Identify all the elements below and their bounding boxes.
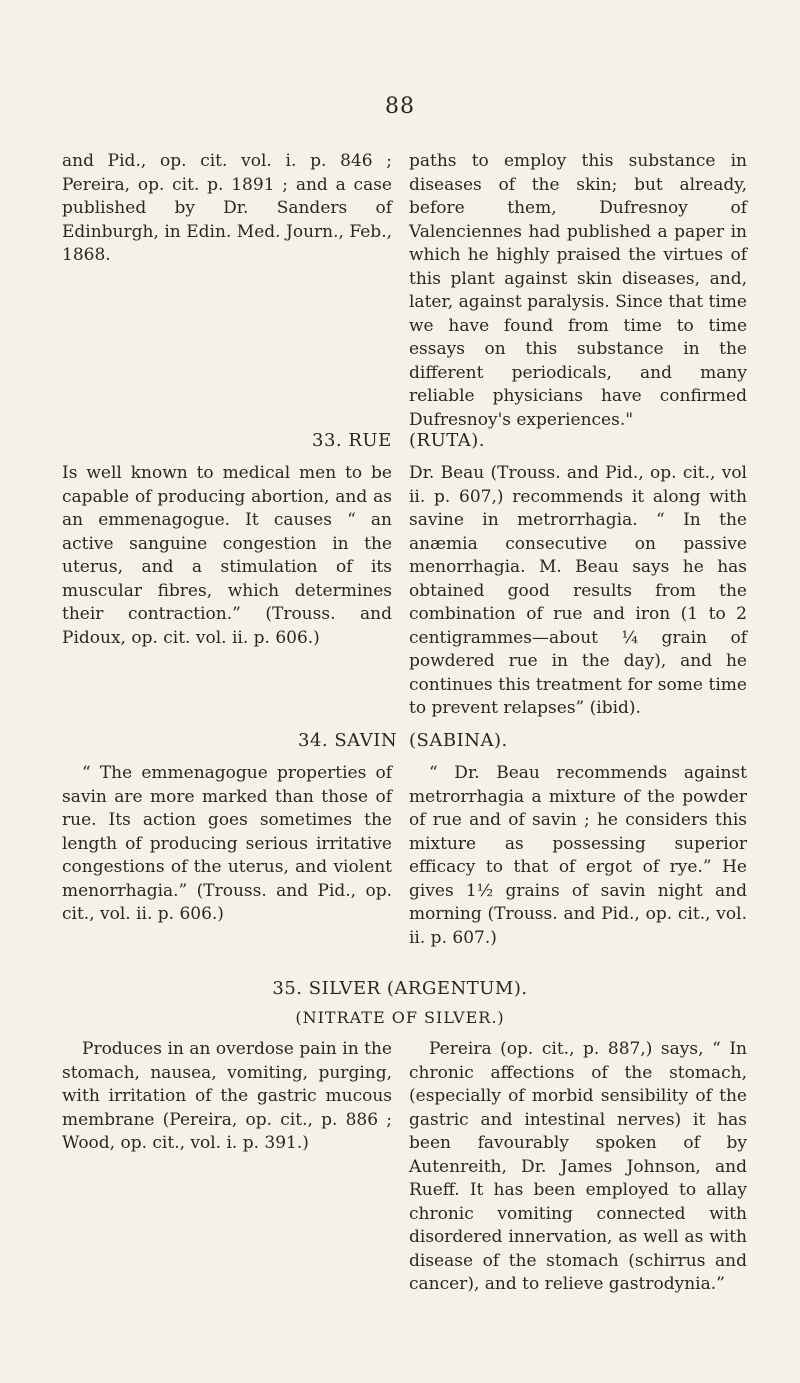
section-33-left-text: Is well known to medical men to be capable of producing abortion, and as an emmenagogue. It causes “ an active sanguine congestion in the uterus, and a stimulation of its muscular fibres, which determines their contraction.” (Trouss. and Pidoux, op. cit. vol. ii. p. 606.) xyxy=(62,463,392,648)
section-35-heading: 35. SILVER (ARGENTUM). xyxy=(272,978,528,999)
section-35-left-text: Produces in an overdose pain in the stomach, nausea, vomiting, purging, with irritation of the gastric mucous membrane (Pereira, op. cit., p. 886 ; Wood, op. cit., vol. i. p. 391.) xyxy=(62,1039,392,1153)
section-33-heading-left: 33. RUE xyxy=(312,430,392,451)
intro-left-text: and Pid., op. cit. vol. i. p. 846 ; Pereira, op. cit. p. 1891 ; and a case published by Dr. Sanders of Edinburgh, in Edin. Med. Journ., Feb., 1868. xyxy=(62,151,392,265)
section-34-heading-right: (SABINA). xyxy=(409,730,508,751)
section-34-left-text: “ The emmenagogue properties of savin are more marked than those of rue. Its action goes sometimes the length of producing serious irritative congestions of the uterus, and violent menorrhagia.” (Trouss. and Pid., op. cit., vol. ii. p. 606.) xyxy=(62,763,392,924)
section-34-right-text: “ Dr. Beau recommends against metrorrhagia a mixture of the powder of rue and of savin ; he considers this mixture as possessing superior efficacy to that of ergot of rye.” He gives 1½ grains of savin night and morning (Trouss. and Pid., op. cit., vol. ii. p. 607.) xyxy=(409,763,747,948)
section-34-heading-left: 34. SAVIN xyxy=(298,730,398,751)
intro-right-text: paths to employ this substance in diseases of the skin; but already, before them, Dufresnoy of Valenciennes had published a paper in which he highly praised the virtues of this plant against skin diseases, and, later, against paralysis. Since that time we have found from time to time essays on this substance in the different periodicals, and many reliable physicians have confirmed Dufresnoy's experiences." xyxy=(409,151,747,430)
page-number: 88 xyxy=(385,94,415,119)
section-33-right-text: Dr. Beau (Trouss. and Pid., op. cit., vol ii. p. 607,) recommends it along with savine in metrorrhagia. “ In the anæmia consecutive on passive menorrhagia. M. Beau says he has obtained good results from the combination of rue and iron (1 to 2 centigrammes—about ¼ grain of powdered rue in the day), and he continues this treatment for some time to prevent relapses” (ibid). xyxy=(409,463,747,718)
section-33-heading-right: (RUTA). xyxy=(409,430,486,451)
section-35-subheading: (NITRATE OF SILVER.) xyxy=(295,1008,505,1027)
section-35-right-text: Pereira (op. cit., p. 887,) says, “ In chronic affections of the stomach, (especially of morbid sensibility of the gastric and intestinal nerves) it has been favourably spoken of by Autenreith, Dr. James Johnson, and Rueff. It has been employed to allay chronic vomiting connected with disordered innervation, as well as with disease of the stomach (schirrus and cancer), and to relieve gastrodynia.” xyxy=(409,1039,747,1294)
